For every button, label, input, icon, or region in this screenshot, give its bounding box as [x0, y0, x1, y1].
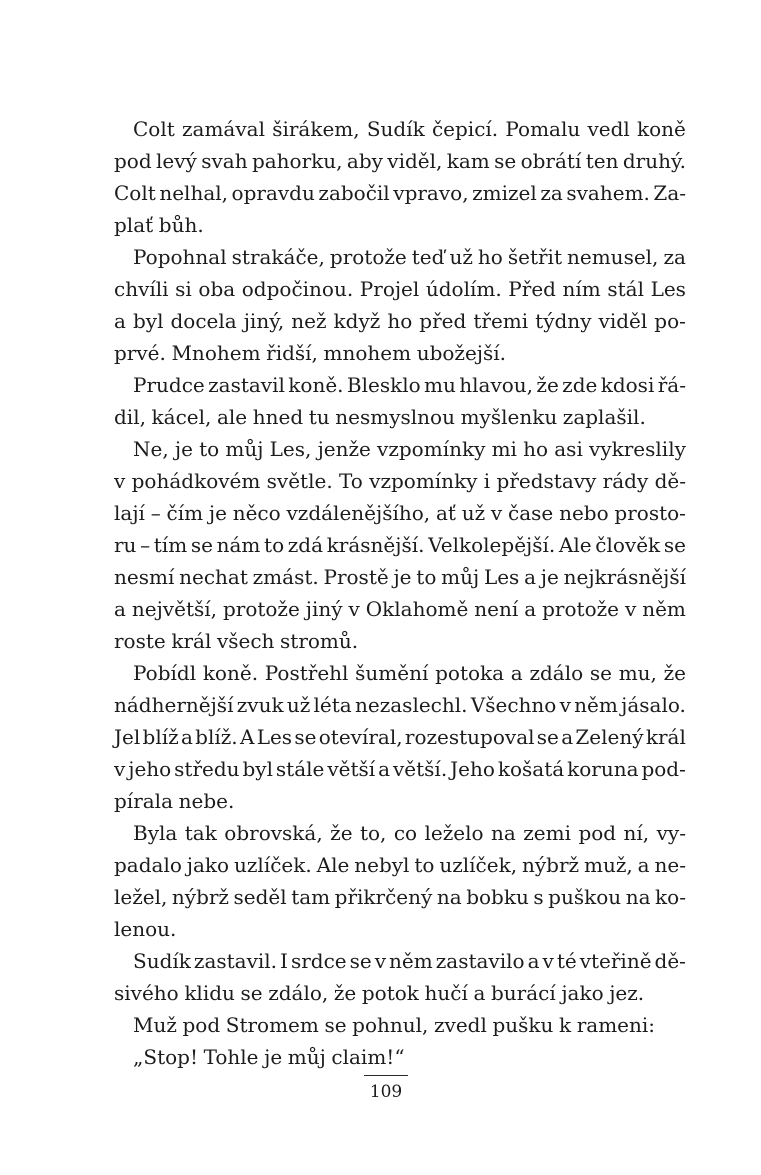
paragraph: [114, 433, 686, 657]
text-line: lenou.: [114, 917, 177, 941]
text-line: chvíli si oba odpočinou. Projel údolím. Před ním stál Les: [114, 277, 686, 301]
text-line: Jel blíž a blíž. A Les se otevíral, rozestupoval se a Zelený král: [114, 725, 686, 749]
text-line: Byla tak obrovská, že to, co leželo na zemi pod ní, vy-: [133, 821, 686, 845]
text-line: lají – čím je něco vzdálenějšího, ať už v čase nebo prosto-: [114, 501, 686, 525]
text-line: a největší, protože jiný v Oklahomě není a protože v něm: [114, 597, 686, 621]
text-line: sivého klidu se zdálo, že potok hučí a burácí jako jez.: [114, 981, 645, 1005]
text-line: Sudík zastavil. I srdce se v něm zastavilo a v té vteřině dě-: [133, 949, 686, 973]
paragraph: [114, 1041, 686, 1073]
text-line: ru – tím se nám to zdá krásnější. Velkolepější. Ale člověk se: [114, 533, 686, 557]
footer-rule: [364, 1075, 408, 1076]
text-line: Popohnal strakáče, protože teď už ho šetřit nemusel, za: [133, 245, 686, 269]
text-line: Colt nelhal, opravdu zabočil vpravo, zmizel za svahem. Za-: [114, 181, 686, 205]
paragraph: [114, 369, 686, 433]
text-line: Prudce zastavil koně. Blesklo mu hlavou, že zde kdosi řá-: [133, 373, 686, 397]
text-line: Colt zamával širákem, Sudík čepicí. Pomalu vedl koně: [133, 117, 686, 141]
paragraph: [114, 1009, 686, 1041]
text-line: roste král všech stromů.: [114, 629, 359, 653]
text-line: padalo jako uzlíček. Ale nebyl to uzlíček, nýbrž muž, a ne-: [114, 853, 686, 877]
text-line: Pobídl koně. Postřehl šumění potoka a zdálo se mu, že: [133, 661, 686, 685]
text-line: v jeho středu byl stále větší a větší. Jeho košatá koruna pod-: [114, 757, 686, 781]
text-line: plať bůh.: [114, 213, 204, 237]
body-text: [114, 113, 686, 1073]
page-number: 109: [369, 1082, 403, 1102]
text-line: v pohádkovém světle. To vzpomínky i představy rády dě-: [114, 469, 686, 493]
text-line: Muž pod Stromem se pohnul, zvedl pušku k rameni:: [133, 1013, 656, 1037]
paragraph: [114, 657, 686, 817]
paragraph: [114, 817, 686, 945]
text-line: ležel, nýbrž seděl tam přikrčený na bobku s puškou na ko-: [114, 885, 686, 909]
text-line: dil, kácel, ale hned tu nesmyslnou myšlenku zaplašil.: [114, 405, 646, 429]
paragraph: [114, 241, 686, 369]
text-line: nesmí nechat zmást. Prostě je to můj Les a je nejkrásnější: [114, 565, 686, 589]
text-line: pod levý svah pahorku, aby viděl, kam se obrátí ten druhý.: [114, 149, 686, 173]
text-line: „Stop! Tohle je můj claim!“: [133, 1045, 405, 1069]
text-line: prvé. Mnohem řidší, mnohem ubožejší.: [114, 341, 507, 365]
text-line: nádhernější zvuk už léta nezaslechl. Všechno v něm jásalo.: [114, 693, 686, 717]
paragraph: [114, 945, 686, 1009]
paragraph: [114, 113, 686, 241]
text-line: pírala nebe.: [114, 789, 235, 813]
page-footer: [364, 1075, 408, 1102]
text-line: Ne, je to můj Les, jenže vzpomínky mi ho asi vykreslily: [133, 437, 686, 461]
text-line: a byl docela jiný, než když ho před třemi týdny viděl po-: [114, 309, 686, 333]
